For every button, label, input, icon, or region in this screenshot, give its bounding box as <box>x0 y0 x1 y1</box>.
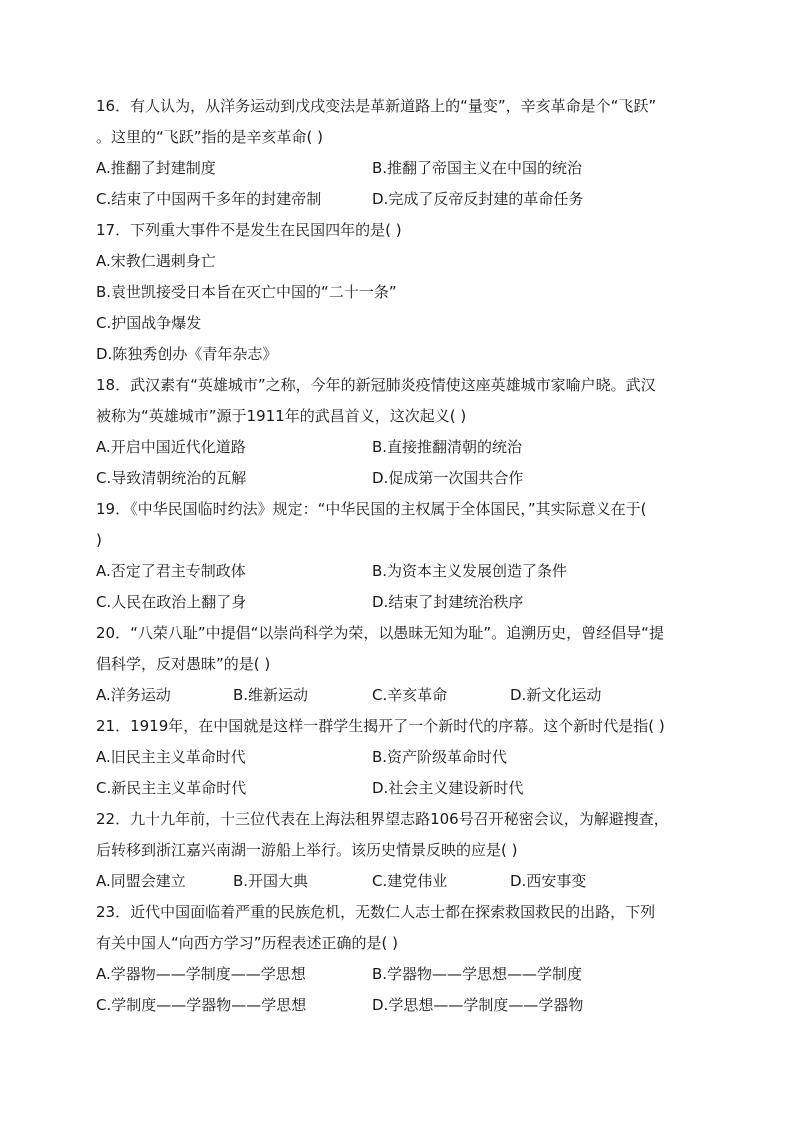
q18-option-b: B.直接推翻清朝的统治 <box>372 438 523 456</box>
q18-stem-line-1: 18．武汉素有“英雄城市”之称，今年的新冠肺炎疫情使这座英雄城市家喻户晓。武汉 <box>96 376 656 394</box>
q23-option-b: B.学器物——学思想——学制度 <box>372 965 583 983</box>
q22-option-d: D.西安事变 <box>510 872 587 890</box>
q19-option-b: B.为资本主义发展创造了条件 <box>372 562 568 580</box>
q22-option-a: A.同盟会建立 <box>96 872 186 890</box>
q19-option-a: A.否定了君主专制政体 <box>96 562 246 580</box>
q20-stem-line-2: 倡科学，反对愚昧”的是( ) <box>96 655 271 673</box>
q23-stem-line-1: 23．近代中国面临着严重的民族危机，无数仁人志士都在探索救国救民的出路，下列 <box>96 903 656 921</box>
q19-option-c: C.人民在政治上翻了身 <box>96 593 247 611</box>
q17-stem-line-1: 17．下列重大事件不是发生在民国四年的是( ) <box>96 221 402 239</box>
q20-option-d: D.新文化运动 <box>510 686 602 704</box>
q16-option-c: C.结束了中国两千多年的封建帝制 <box>96 190 322 208</box>
q19-option-d: D.结束了封建统治秩序 <box>372 593 524 611</box>
q20-stem-line-1: 20．“八荣八耻”中提倡“以崇尚科学为荣，以愚昧无知为耻”。追溯历史，曾经倡导“提 <box>96 624 664 642</box>
q23-option-c: C.学制度——学器物——学思想 <box>96 996 307 1014</box>
q22-option-c: C.建党伟业 <box>372 872 448 890</box>
q18-option-c: C.导致清朝统治的瓦解 <box>96 469 247 487</box>
q23-option-d: D.学思想——学制度——学器物 <box>372 996 584 1014</box>
q17-option-b: B.袁世凯接受日本旨在灭亡中国的“二十一条” <box>96 283 397 301</box>
q21-option-d: D.社会主义建设新时代 <box>372 779 524 797</box>
q22-option-b: B.开国大典 <box>233 872 309 890</box>
q21-stem-line-1: 21．1919年，在中国就是这样一群学生揭开了一个新时代的序幕。这个新时代是指( ) <box>96 717 665 735</box>
q22-stem-line-1: 22．九十九年前，十三位代表在上海法租界望志路106号召开秘密会议，为解避搜查， <box>96 810 669 828</box>
q22-stem-line-2: 后转移到浙江嘉兴南湖一游船上举行。该历史情景反映的应是( ) <box>96 841 518 859</box>
q17-option-a: A.宋教仁遇刺身亡 <box>96 252 216 270</box>
q18-option-d: D.促成第一次国共合作 <box>372 469 524 487</box>
q18-stem-line-2: 被称为“英雄城市”源于1911年的武昌首义，这次起义( ) <box>96 407 467 425</box>
q20-option-c: C.辛亥革命 <box>372 686 448 704</box>
q16-stem-line-1: 16．有人认为，从洋务运动到戊戌变法是革新道路上的“量变”，辛亥革命是个“飞跃” <box>96 97 657 115</box>
q19-stem-line-2: ) <box>96 531 102 549</box>
q21-option-b: B.资产阶级革命时代 <box>372 748 508 766</box>
q17-option-d: D.陈独秀创办《青年杂志》 <box>96 345 278 363</box>
q16-option-b: B.推翻了帝国主义在中国的统治 <box>372 159 583 177</box>
q18-option-a: A.开启中国近代化道路 <box>96 438 246 456</box>
q20-option-a: A.洋务运动 <box>96 686 171 704</box>
q16-option-d: D.完成了反帝反封建的革命任务 <box>372 190 584 208</box>
q16-stem-line-2: 。这里的“飞跃”指的是辛亥革命( ) <box>96 128 324 146</box>
q19-stem-line-1: 19．《中华民国临时约法》规定：“中华民国的主权属于全体国民，”其实际意义在于( <box>96 500 647 518</box>
q23-option-a: A.学器物——学制度——学思想 <box>96 965 306 983</box>
q21-option-a: A.旧民主主义革命时代 <box>96 748 246 766</box>
q20-option-b: B.维新运动 <box>233 686 309 704</box>
q16-option-a: A.推翻了封建制度 <box>96 159 216 177</box>
q21-option-c: C.新民主主义革命时代 <box>96 779 247 797</box>
q23-stem-line-2: 有关中国人“向西方学习”历程表述正确的是( ) <box>96 934 399 952</box>
q17-option-c: C.护国战争爆发 <box>96 314 202 332</box>
